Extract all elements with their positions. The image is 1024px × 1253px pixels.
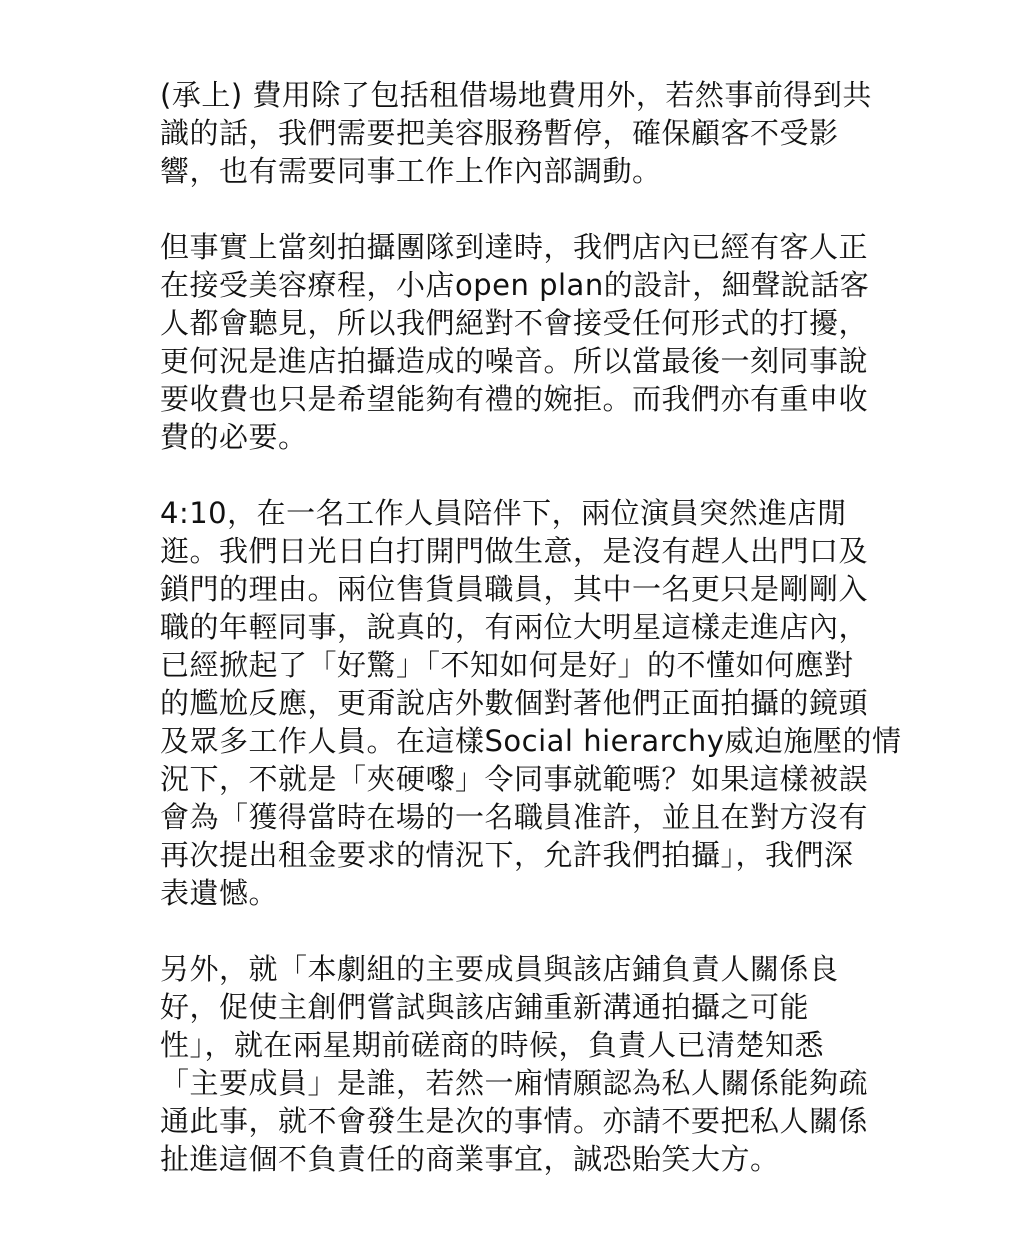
- text-line: (承上) 費用除了包括租借場地費用外，若然事前得到共: [160, 78, 872, 112]
- text-line: 響，也有需要同事工作上作內部調動。: [160, 154, 662, 188]
- text-line: 另外，就「本劇組的主要成員與該店鋪負責人關係良: [160, 952, 839, 986]
- text-line: 在接受美容療程，小店open plan的設計，細聲說話客: [160, 268, 870, 302]
- paragraph-1: [160, 76, 880, 190]
- text-line: 更何況是進店拍攝造成的噪音。所以當最後一刻同事說: [160, 344, 869, 378]
- text-line: 識的話，我們需要把美容服務暫停，確保顧客不受影: [160, 116, 839, 150]
- paragraph-2: [160, 228, 880, 456]
- text-line: 逛。我們日光日白打開門做生意，是沒有趕人出門口及: [160, 534, 869, 568]
- text-line: 人都會聽見，所以我們絕對不會接受任何形式的打擾，: [160, 306, 869, 340]
- text-line: 扯進這個不負責任的商業事宜，誠恐貽笑大方。: [160, 1142, 780, 1176]
- text-line: 的尷尬反應，更甭說店外數個對著他們正面拍攝的鏡頭: [160, 686, 869, 720]
- paragraph-3: [160, 494, 902, 912]
- text-line: 「主要成員」是誰，若然一廂情願認為私人關係能夠疏: [160, 1066, 869, 1100]
- text-line: 費的必要。: [160, 420, 308, 454]
- text-line: 但事實上當刻拍攝團隊到達時，我們店內已經有客人正: [160, 230, 869, 264]
- text-line: 通此事，就不會發生是次的事情。亦請不要把私人關係: [160, 1104, 869, 1138]
- text-line: 已經掀起了「好驚」「不知如何是好」的不懂如何應對: [160, 648, 854, 682]
- text-line: 況下，不就是「夾硬嚟」令同事就範嗎？如果這樣被誤: [160, 762, 869, 796]
- text-line: 好，促使主創們嘗試與該店鋪重新溝通拍攝之可能: [160, 990, 810, 1024]
- paragraph-4: [160, 950, 880, 1178]
- text-line: 及眾多工作人員。在這樣Social hierarchy威迫施壓的情: [160, 724, 902, 758]
- statement-text: [160, 76, 902, 1216]
- text-line: 要收費也只是希望能夠有禮的婉拒。而我們亦有重申收: [160, 382, 869, 416]
- text-line: 職的年輕同事，說真的，有兩位大明星這樣走進店內，: [160, 610, 869, 644]
- text-line: 表遺憾。: [160, 876, 279, 910]
- text-line: 4:10，在一名工作人員陪伴下，兩位演員突然進店閒: [160, 496, 847, 530]
- text-line: 再次提出租金要求的情況下，允許我們拍攝」，我們深: [160, 838, 854, 872]
- text-line: 性」，就在兩星期前磋商的時候，負責人已清楚知悉: [160, 1028, 825, 1062]
- text-line: 會為「獲得當時在場的一名職員准許，並且在對方沒有: [160, 800, 869, 834]
- text-line: 鎖門的理由。兩位售貨員職員，其中一名更只是剛剛入: [160, 572, 869, 606]
